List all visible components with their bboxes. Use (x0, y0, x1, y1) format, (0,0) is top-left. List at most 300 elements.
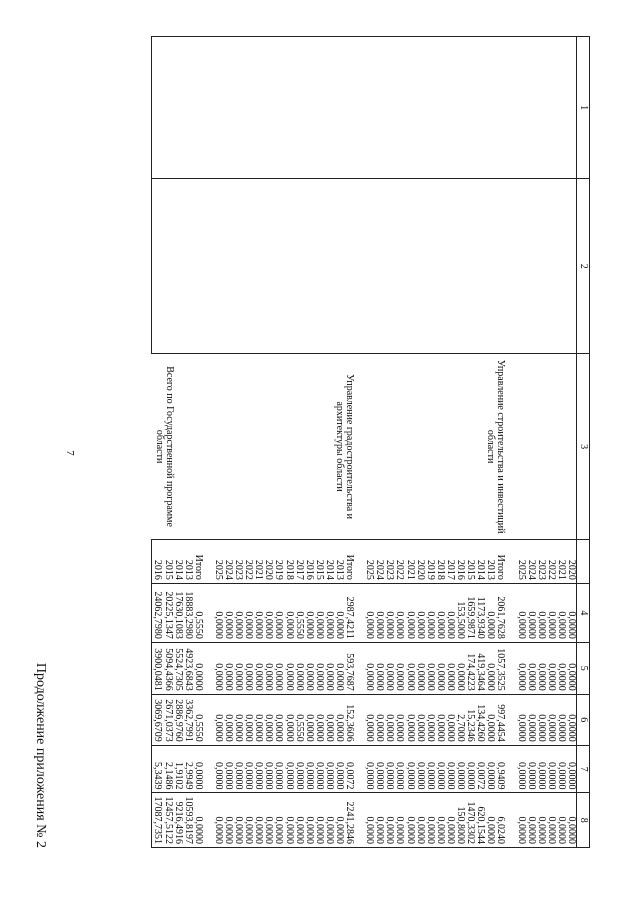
value-cell-col-6: 997,4454 (495, 694, 505, 745)
year-cell: 2022 (394, 540, 404, 584)
table-row (344, 37, 354, 848)
value-cell-col-8: 6,0240 (495, 793, 505, 848)
value-cell-col-4: 0,0000 (253, 583, 263, 642)
cell-col-1 (405, 37, 415, 179)
value-cell-col-6: 0,0000 (283, 694, 293, 745)
year-cell: 2014 (173, 540, 183, 584)
spacer-cell (203, 583, 213, 642)
year-cell: 2024 (526, 540, 536, 584)
value-cell-col-6: 0,0000 (223, 694, 233, 745)
value-cell-col-4: 0,5550 (193, 583, 203, 642)
year-cell: 2015 (162, 540, 172, 584)
cell-col-2 (435, 179, 445, 354)
value-cell-col-8: 1470,3302 (465, 793, 475, 848)
value-cell-col-5: 0,0000 (253, 642, 263, 694)
value-cell-col-6: 0,0000 (546, 694, 556, 745)
value-cell-col-5: 0,0000 (304, 642, 314, 694)
value-cell-col-8: 0,0000 (304, 793, 314, 848)
year-cell: 2024 (223, 540, 233, 584)
value-cell-col-7: 2,1486 (162, 745, 172, 793)
cell-col-2 (152, 179, 163, 354)
year-cell: 2021 (405, 540, 415, 584)
value-cell-col-6: 0,0000 (334, 694, 344, 745)
value-cell-col-5: 0,0000 (405, 642, 415, 694)
cell-col-2 (304, 179, 314, 354)
year-cell: Итого (193, 540, 203, 584)
value-cell-col-5: 0,0000 (273, 642, 283, 694)
cell-col-2 (183, 179, 193, 354)
cell-col-1 (536, 37, 546, 179)
cell-col-2 (162, 179, 172, 354)
cell-col-1 (183, 37, 193, 179)
value-cell-col-7: 0,0000 (294, 745, 304, 793)
value-cell-col-4: 0,0000 (536, 583, 546, 642)
value-cell-col-4: 0,0000 (526, 583, 536, 642)
value-cell-col-4: 0,0000 (243, 583, 253, 642)
value-cell-col-8: 0,0000 (515, 793, 525, 848)
year-cell: 2023 (233, 540, 243, 584)
year-cell: 2017 (294, 540, 304, 584)
cell-col-2 (294, 179, 304, 354)
value-cell-col-6: 0,0000 (394, 694, 404, 745)
spacer-cell (354, 793, 364, 848)
year-cell: 2019 (425, 540, 435, 584)
executor-name: Управление строительства и инвестиций области (485, 359, 507, 534)
value-cell-col-8: 0,0000 (405, 793, 415, 848)
cell-col-2 (455, 179, 465, 354)
cell-col-1 (273, 37, 283, 179)
year-cell: 2018 (283, 540, 293, 584)
cell-col-1 (475, 37, 485, 179)
spacer-cell (505, 354, 515, 540)
cell-col-2 (475, 179, 485, 354)
header-row (577, 37, 590, 848)
value-cell-col-5: 0,0000 (556, 642, 566, 694)
value-cell-col-6: 15,2346 (465, 694, 475, 745)
value-cell-col-5: 0,0000 (384, 642, 394, 694)
value-cell-col-6: 0,0000 (304, 694, 314, 745)
value-cell-col-6: 0,0000 (485, 694, 495, 745)
value-cell-col-7: 0,0000 (526, 745, 536, 793)
value-cell-col-4: 0,0000 (213, 583, 223, 642)
value-cell-col-8: 0,0000 (374, 793, 384, 848)
col-header-6: 6 (577, 694, 590, 745)
value-cell-col-5: 0,0000 (263, 642, 273, 694)
value-cell-col-7: 0,0000 (455, 745, 465, 793)
year-cell: 2016 (304, 540, 314, 584)
value-cell-col-4: 24062,7980 (152, 583, 163, 642)
value-cell-col-7: 0,0000 (334, 745, 344, 793)
value-cell-col-7: 0,0000 (394, 745, 404, 793)
value-cell-col-4: 20225,1347 (162, 583, 172, 642)
cell-col-2 (253, 179, 263, 354)
cell-col-2 (445, 179, 455, 354)
value-cell-col-4: 2061,7628 (495, 583, 505, 642)
spacer-cell (354, 694, 364, 745)
value-cell-col-5: 0,0000 (193, 642, 203, 694)
year-cell: Итого (495, 540, 505, 584)
cell-col-2 (283, 179, 293, 354)
value-cell-col-8: 17087,7351 (152, 793, 163, 848)
value-cell-col-6: 0,0000 (536, 694, 546, 745)
cell-col-1 (173, 37, 183, 179)
spacer-cell (354, 583, 364, 642)
cell-col-1 (556, 37, 566, 179)
value-cell-col-7: 5,3439 (152, 745, 163, 793)
executor-name-cell (213, 354, 354, 540)
value-cell-col-6: 0,0000 (415, 694, 425, 745)
year-cell: 2025 (515, 540, 525, 584)
year-cell: 2023 (536, 540, 546, 584)
cell-col-1 (415, 37, 425, 179)
value-cell-col-5: 1057,3525 (495, 642, 505, 694)
value-cell-col-7: 0,0000 (405, 745, 415, 793)
cell-col-1 (344, 37, 354, 179)
value-cell-col-8: 0,0000 (263, 793, 273, 848)
value-cell-col-6: 0,0000 (233, 694, 243, 745)
value-cell-col-5: 0,0000 (435, 642, 445, 694)
value-cell-col-5: 0,0000 (485, 642, 495, 694)
spacer-cell (203, 540, 213, 584)
spacer-cell (505, 694, 515, 745)
col-header-7: 7 (577, 745, 590, 793)
year-cell: 2022 (243, 540, 253, 584)
cell-col-1 (465, 37, 475, 179)
year-cell: Итого (344, 540, 354, 584)
cell-col-2 (405, 179, 415, 354)
group-spacer-row (505, 37, 515, 848)
value-cell-col-5: 0,0000 (324, 642, 334, 694)
value-cell-col-6: 0,0000 (566, 694, 577, 745)
value-cell-col-6: 0,5550 (294, 694, 304, 745)
value-cell-col-5: 0,0000 (283, 642, 293, 694)
value-cell-col-7: 0,0000 (213, 745, 223, 793)
year-cell: 2020 (566, 540, 577, 584)
value-cell-col-8: 0,0000 (445, 793, 455, 848)
year-cell: 2013 (334, 540, 344, 584)
value-cell-col-8: 9216,4916 (173, 793, 183, 848)
col-header-3: 3 (577, 354, 590, 540)
value-cell-col-6: 0,0000 (314, 694, 324, 745)
value-cell-col-4: 0,0000 (304, 583, 314, 642)
cell-col-2 (344, 179, 354, 354)
value-cell-col-4: 18883,2980 (183, 583, 193, 642)
cell-col-1 (364, 37, 374, 179)
cell-col-1 (294, 37, 304, 179)
value-cell-col-6: 2671,0373 (162, 694, 172, 745)
value-cell-col-7: 0,0000 (566, 745, 577, 793)
value-cell-col-7: 0,0000 (465, 745, 475, 793)
value-cell-col-6: 0,0000 (425, 694, 435, 745)
value-cell-col-6: 0,0000 (445, 694, 455, 745)
value-cell-col-7: 0,0000 (374, 745, 384, 793)
value-cell-col-5: 0,0000 (223, 642, 233, 694)
cell-col-2 (485, 179, 495, 354)
value-cell-col-6: 3362,7991 (183, 694, 193, 745)
spacer-cell (203, 694, 213, 745)
cell-col-1 (485, 37, 495, 179)
year-cell: 2013 (183, 540, 193, 584)
spacer-cell (505, 642, 515, 694)
page-number: 7 (64, 450, 76, 456)
rotated-page-content (33, 36, 590, 848)
value-cell-col-6: 0,0000 (243, 694, 253, 745)
value-cell-col-6: 134,4260 (475, 694, 485, 745)
executor-name-cell (364, 354, 505, 540)
value-cell-col-7: 0,0072 (475, 745, 485, 793)
year-cell: 2025 (364, 540, 374, 584)
value-cell-col-8: 0,0000 (435, 793, 445, 848)
value-cell-col-7: 0,0000 (193, 745, 203, 793)
value-cell-col-6: 0,0000 (374, 694, 384, 745)
value-cell-col-7: 0,0000 (243, 745, 253, 793)
value-cell-col-8: 0,0000 (546, 793, 556, 848)
value-cell-col-5: 4923,6843 (183, 642, 193, 694)
value-cell-col-5: 0,0000 (546, 642, 556, 694)
value-cell-col-7: 0,0000 (283, 745, 293, 793)
value-cell-col-6: 0,0000 (213, 694, 223, 745)
col-header-2: 2 (577, 179, 590, 354)
table-body (152, 37, 577, 848)
year-cell: 2015 (314, 540, 324, 584)
value-cell-col-7: 1,9102 (173, 745, 183, 793)
value-cell-col-8: 2241,2846 (344, 793, 354, 848)
value-cell-col-4: 0,0000 (425, 583, 435, 642)
year-cell: 2018 (435, 540, 445, 584)
value-cell-col-4: 0,0000 (233, 583, 243, 642)
value-cell-col-4: 0,0000 (374, 583, 384, 642)
cell-col-2 (465, 179, 475, 354)
cell-col-1 (263, 37, 273, 179)
year-cell: 2016 (455, 540, 465, 584)
cell-col-1 (233, 37, 243, 179)
cell-col-1 (243, 37, 253, 179)
year-cell: 2020 (415, 540, 425, 584)
group-spacer-row (203, 37, 213, 848)
value-cell-col-5: 0,0000 (415, 642, 425, 694)
value-cell-col-8: 0,0000 (324, 793, 334, 848)
value-cell-col-8: 0,0000 (294, 793, 304, 848)
value-cell-col-8: 10593,8197 (183, 793, 193, 848)
value-cell-col-4: 0,0000 (566, 583, 577, 642)
col-header-4: 4 (577, 583, 590, 642)
value-cell-col-6: 0,0000 (556, 694, 566, 745)
cell-col-2 (364, 179, 374, 354)
value-cell-col-8: 0,0000 (425, 793, 435, 848)
value-cell-col-4: 0,0000 (223, 583, 233, 642)
value-cell-col-5: 0,0000 (425, 642, 435, 694)
cell-col-1 (253, 37, 263, 179)
value-cell-col-5: 0,0000 (566, 642, 577, 694)
executor-name-cell (152, 354, 203, 540)
spacer-cell (354, 745, 364, 793)
value-cell-col-4: 0,0000 (394, 583, 404, 642)
cell-col-1 (304, 37, 314, 179)
value-cell-col-8: 150,8000 (455, 793, 465, 848)
cell-col-1 (435, 37, 445, 179)
table-row (495, 37, 505, 848)
col-header-8: 8 (577, 793, 590, 848)
value-cell-col-8: 620,1544 (475, 793, 485, 848)
value-cell-col-6: 0,0000 (273, 694, 283, 745)
value-cell-col-6: 0,0000 (515, 694, 525, 745)
value-cell-col-7: 0,0000 (304, 745, 314, 793)
cell-col-1 (334, 37, 344, 179)
value-cell-col-4: 0,0000 (364, 583, 374, 642)
spacer-cell (203, 745, 213, 793)
value-cell-col-7: 0,9409 (495, 745, 505, 793)
cell-col-2 (324, 179, 334, 354)
col-header-5: 5 (577, 642, 590, 694)
value-cell-col-5: 0,0000 (515, 642, 525, 694)
value-cell-col-7: 0,0000 (425, 745, 435, 793)
cell-col-1 (425, 37, 435, 179)
value-cell-col-4: 0,0000 (415, 583, 425, 642)
value-cell-col-4: 1659,9871 (465, 583, 475, 642)
spacer-cell (505, 37, 515, 179)
value-cell-col-7: 0,0000 (364, 745, 374, 793)
cell-col-2 (263, 179, 273, 354)
value-cell-col-4: 0,0000 (324, 583, 334, 642)
spacer-cell (203, 37, 213, 179)
value-cell-col-8: 0,0000 (526, 793, 536, 848)
value-cell-col-4: 0,0000 (273, 583, 283, 642)
cell-col-2 (223, 179, 233, 354)
value-cell-col-8: 0,0000 (253, 793, 263, 848)
cell-col-2 (556, 179, 566, 354)
value-cell-col-7: 0,0000 (324, 745, 334, 793)
value-cell-col-6: 152,3606 (344, 694, 354, 745)
value-cell-col-5: 0,0000 (314, 642, 324, 694)
spacer-cell (354, 642, 364, 694)
value-cell-col-4: 17630,1083 (173, 583, 183, 642)
value-cell-col-8: 0,0000 (213, 793, 223, 848)
cell-col-1 (455, 37, 465, 179)
value-cell-col-5: 593,7687 (344, 642, 354, 694)
cell-col-2 (193, 179, 203, 354)
cell-col-2 (273, 179, 283, 354)
cell-col-2 (213, 179, 223, 354)
value-cell-col-7: 0,0000 (485, 745, 495, 793)
cell-col-2 (374, 179, 384, 354)
value-cell-col-8: 0,0000 (223, 793, 233, 848)
value-cell-col-4: 0,0000 (283, 583, 293, 642)
cell-col-1 (162, 37, 172, 179)
cell-col-2 (384, 179, 394, 354)
value-cell-col-5: 0,0000 (445, 642, 455, 694)
value-cell-col-5: 3900,0481 (152, 642, 163, 694)
value-cell-col-5: 5094,4366 (162, 642, 172, 694)
spacer-cell (354, 37, 364, 179)
year-cell: 2014 (475, 540, 485, 584)
cell-col-1 (152, 37, 163, 179)
value-cell-col-7: 0,0000 (273, 745, 283, 793)
col-header-year (577, 540, 590, 584)
year-cell: 2017 (445, 540, 455, 584)
cell-col-2 (425, 179, 435, 354)
value-cell-col-5: 0,0000 (394, 642, 404, 694)
value-cell-col-8: 0,0000 (273, 793, 283, 848)
cell-col-1 (495, 37, 505, 179)
appendix-table (151, 36, 590, 848)
cell-col-2 (495, 179, 505, 354)
cell-col-2 (546, 179, 556, 354)
year-cell: 2015 (465, 540, 475, 584)
value-cell-col-8: 0,0000 (283, 793, 293, 848)
spacer-cell (505, 540, 515, 584)
value-cell-col-4: 153,5000 (455, 583, 465, 642)
value-cell-col-4: 0,0000 (445, 583, 455, 642)
value-cell-col-4: 0,0000 (334, 583, 344, 642)
value-cell-col-8: 0,0000 (243, 793, 253, 848)
value-cell-col-8: 12457,5122 (162, 793, 172, 848)
value-cell-col-7: 0,0000 (384, 745, 394, 793)
value-cell-col-4: 0,0000 (435, 583, 445, 642)
value-cell-col-6: 0,0000 (435, 694, 445, 745)
cell-col-2 (394, 179, 404, 354)
value-cell-col-4: 0,0000 (405, 583, 415, 642)
spacer-cell (505, 745, 515, 793)
value-cell-col-7: 0,0000 (314, 745, 324, 793)
spacer-cell (354, 179, 364, 354)
appendix-heading: Продолжение приложения № 2 (33, 662, 48, 848)
value-cell-col-6: 2,7000 (455, 694, 465, 745)
value-cell-col-8: 0,0000 (334, 793, 344, 848)
spacer-cell (203, 793, 213, 848)
cell-col-1 (193, 37, 203, 179)
value-cell-col-4: 0,0000 (263, 583, 273, 642)
value-cell-col-4: 0,0000 (384, 583, 394, 642)
value-cell-col-5: 0,0000 (526, 642, 536, 694)
value-cell-col-7: 0,0000 (536, 745, 546, 793)
cell-col-2 (515, 179, 525, 354)
value-cell-col-5: 5524,7305 (173, 642, 183, 694)
spacer-cell (203, 642, 213, 694)
value-cell-col-4: 0,0000 (546, 583, 556, 642)
cell-col-2 (415, 179, 425, 354)
value-cell-col-5: 0,0000 (455, 642, 465, 694)
year-cell: 2021 (556, 540, 566, 584)
value-cell-col-7: 0,0000 (546, 745, 556, 793)
value-cell-col-8: 0,0000 (566, 793, 577, 848)
value-cell-col-4: 0,0000 (314, 583, 324, 642)
cell-col-1 (445, 37, 455, 179)
value-cell-col-6: 2886,9760 (173, 694, 183, 745)
cell-col-2 (334, 179, 344, 354)
cell-col-1 (515, 37, 525, 179)
cell-col-2 (526, 179, 536, 354)
value-cell-col-6: 0,0000 (526, 694, 536, 745)
spacer-cell (505, 583, 515, 642)
value-cell-col-8: 0,0000 (314, 793, 324, 848)
cell-col-1 (374, 37, 384, 179)
value-cell-col-7: 0,0000 (556, 745, 566, 793)
cell-col-1 (546, 37, 556, 179)
cell-col-1 (283, 37, 293, 179)
spacer-cell (505, 179, 515, 354)
value-cell-col-7: 0,0000 (253, 745, 263, 793)
value-cell-col-8: 0,0000 (536, 793, 546, 848)
value-cell-col-8: 0,0000 (233, 793, 243, 848)
spacer-cell (505, 793, 515, 848)
cell-col-2 (173, 179, 183, 354)
value-cell-col-7: 0,0000 (233, 745, 243, 793)
value-cell-col-7: 0,0000 (435, 745, 445, 793)
cell-col-1 (223, 37, 233, 179)
col-header-1: 1 (577, 37, 590, 179)
year-cell: 2016 (152, 540, 163, 584)
value-cell-col-5: 0,0000 (334, 642, 344, 694)
